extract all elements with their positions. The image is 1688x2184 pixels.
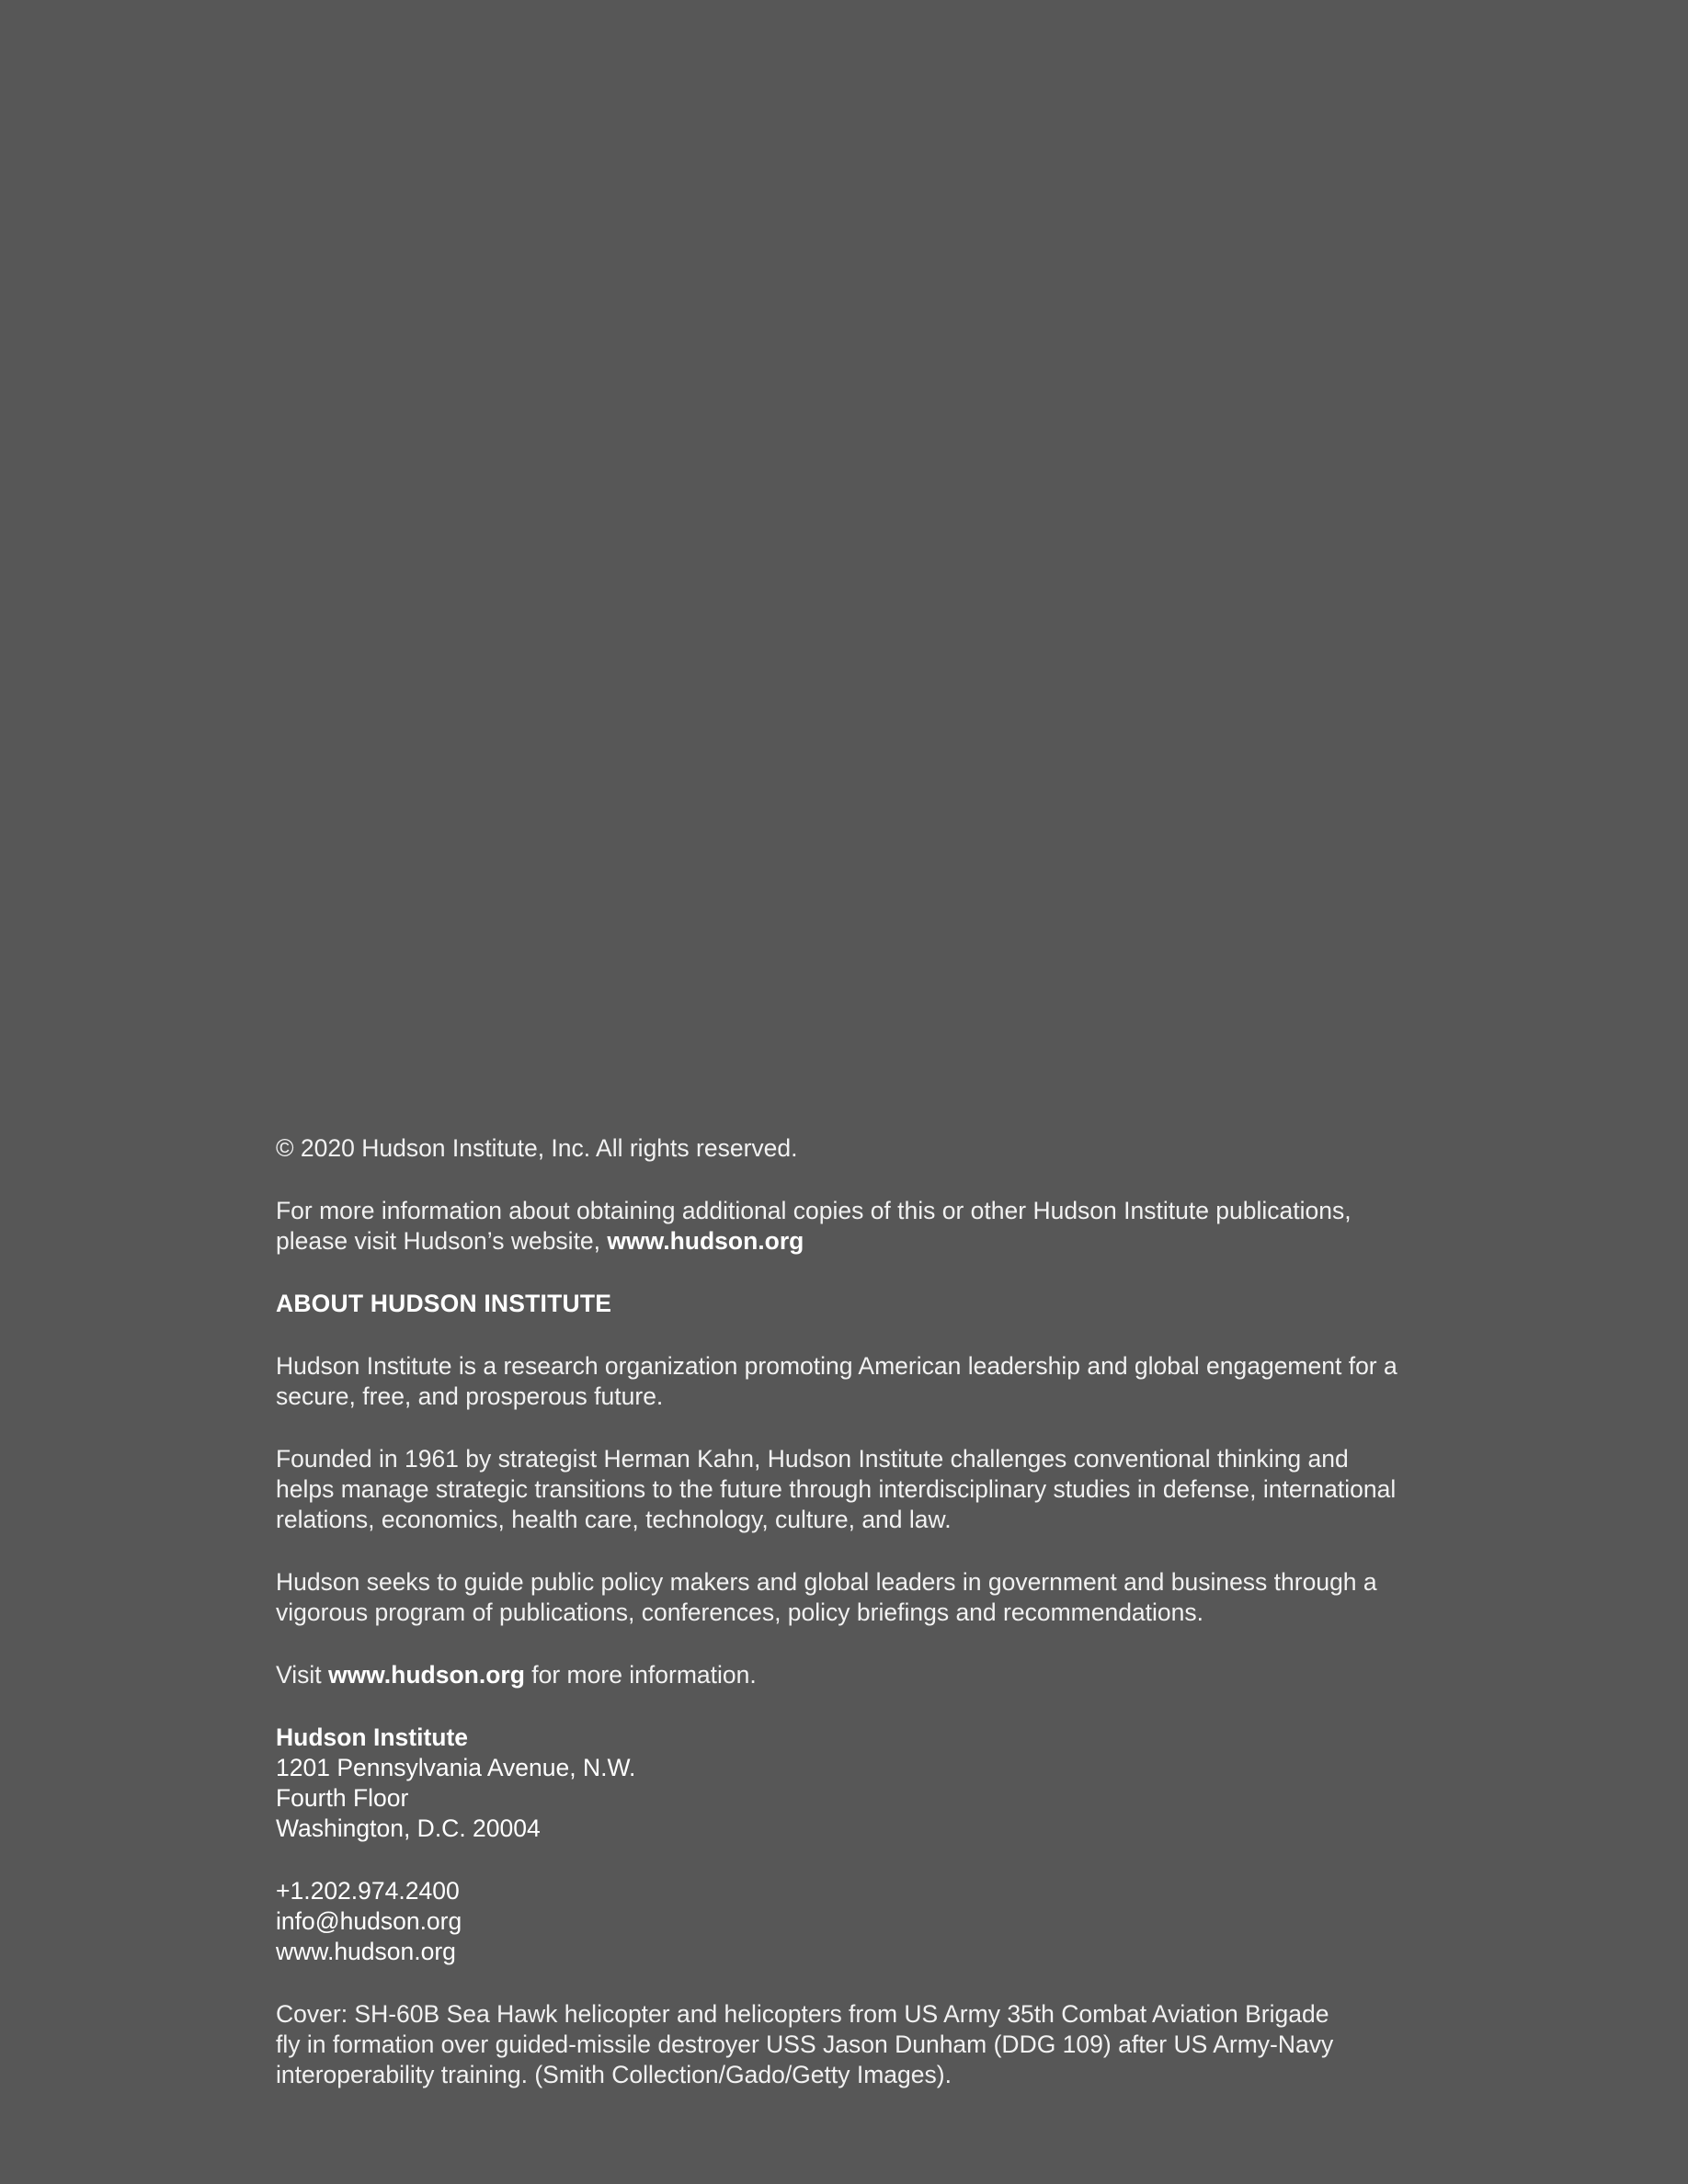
cover-credit-line-2: fly in formation over guided-missile destroyer USS Jason Dunham (DDG 109) after US Army-Navy (276, 2030, 1334, 2058)
about-paragraph-1 (276, 1351, 1434, 1412)
visit-prefix: Visit (276, 1661, 328, 1689)
about-p1-line-1: Hudson Institute is a research organization promoting American leadership and global engagement for a (276, 1352, 1397, 1380)
cover-credit (276, 1999, 1434, 2090)
info-line-1: For more information about obtaining additional copies of this or other Hudson Institute publications, (276, 1197, 1352, 1224)
visit-website-link: www.hudson.org (327, 1661, 525, 1689)
copyright-line: © 2020 Hudson Institute, Inc. All rights reserved. (276, 1134, 798, 1162)
contact-email: info@hudson.org (276, 1907, 462, 1935)
info-line-2 (276, 1226, 1434, 1257)
cover-credit-line-3: interoperability training. (Smith Collection/Gado/Getty Images). (276, 2061, 952, 2088)
about-heading: ABOUT HUDSON INSTITUTE (276, 1290, 612, 1317)
visit-line (276, 1660, 1434, 1690)
contact-phone: +1.202.974.2400 (276, 1877, 460, 1905)
about-p2-line-2: helps manage strategic transitions to the future through interdisciplinary studies in defense, international (276, 1475, 1397, 1503)
about-paragraph-3 (276, 1567, 1434, 1628)
cover-credit-line-1: Cover: SH-60B Sea Hawk helicopter and helicopters from US Army 35th Combat Aviation Brigade (276, 2000, 1329, 2028)
about-p1-line-2: secure, free, and prosperous future. (276, 1382, 664, 1410)
visit-paragraph (276, 1660, 1434, 1690)
info-line-2-text: please visit Hudson’s website, (276, 1227, 608, 1255)
about-p2-line-3: relations, economics, health care, technology, culture, and law. (276, 1506, 952, 1533)
colophon-text (276, 1133, 1434, 2122)
address-city: Washington, D.C. 20004 (276, 1814, 541, 1842)
about-p3-line-2: vigorous program of publications, conferences, policy briefings and recommendations. (276, 1598, 1204, 1626)
about-paragraph-2 (276, 1444, 1434, 1535)
about-heading-block (276, 1289, 1434, 1319)
about-p3-line-1: Hudson seeks to guide public policy makers and global leaders in government and business through a (276, 1568, 1377, 1596)
copyright-notice (276, 1133, 1434, 1164)
org-name: Hudson Institute (276, 1723, 469, 1751)
contact-block (276, 1876, 1434, 1967)
address-street: 1201 Pennsylvania Avenue, N.W. (276, 1754, 636, 1781)
visit-suffix: for more information. (524, 1661, 757, 1689)
website-link: www.hudson.org (607, 1227, 804, 1255)
address-block (276, 1723, 1434, 1844)
info-paragraph (276, 1196, 1434, 1257)
address-floor: Fourth Floor (276, 1784, 409, 1812)
contact-website: www.hudson.org (276, 1938, 456, 1965)
about-p2-line-1: Founded in 1961 by strategist Herman Kahn, Hudson Institute challenges conventional thinking and (276, 1445, 1349, 1473)
